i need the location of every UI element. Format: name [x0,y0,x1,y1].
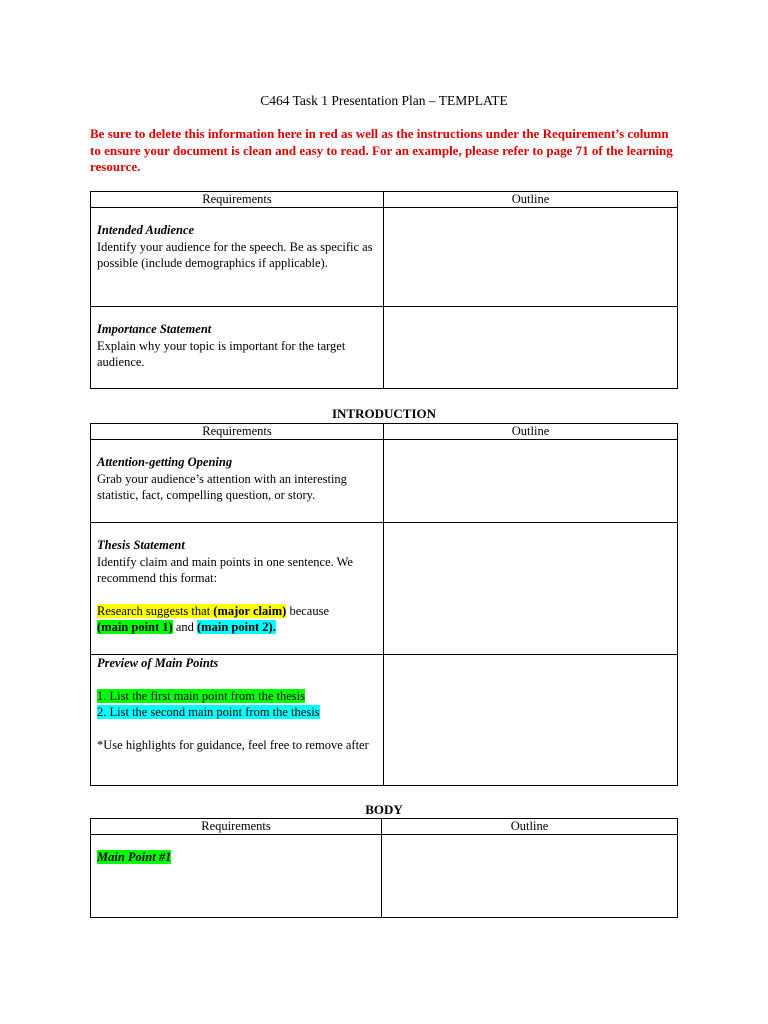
thesis-statement-title: Thesis Statement [97,538,185,552]
table-row [91,440,678,523]
requirements-header: Requirements [91,819,382,835]
body-heading: BODY [365,802,403,817]
requirement-cell [91,523,384,655]
format-because: because [286,603,329,618]
preview-item-1: 1. List the first main point from the thesis [97,688,305,703]
document-title: C464 Task 1 Presentation Plan – TEMPLATE [260,93,508,108]
outline-header: Outline [384,424,678,440]
intended-audience-text: Identify your audience for the speech. Be as specific as possible (include demographics if applicable). [97,239,373,270]
table-header-row [91,424,678,440]
format-main-point-1: (main point 1) [97,620,173,634]
table-row [91,835,678,918]
outline-cell[interactable] [384,440,678,523]
main-point-1-title: Main Point #1 [97,850,172,864]
requirement-cell [91,208,384,307]
outline-cell[interactable] [384,307,678,389]
requirements-header: Requirements [91,424,384,440]
table-header-row [91,819,678,835]
table-row [91,523,678,655]
outline-cell[interactable] [384,655,678,786]
outline-cell[interactable] [384,523,678,655]
audience-table [90,191,678,389]
importance-statement-text: Explain why your topic is important for the target audience. [97,338,346,369]
attention-opening-text: Grab your audience’s attention with an interesting statistic, fact, compelling question, or story. [97,471,347,502]
outline-cell[interactable] [384,208,678,307]
body-table [90,818,678,918]
red-instructions: Be sure to delete this information here in red as well as the instructions under the Requirement’s column to ensure your document is clean and easy to read. For an example, please refer to page 71 of the learning resource. [90,126,673,174]
requirement-cell [91,655,384,786]
requirement-cell [91,307,384,389]
outline-header: Outline [382,819,678,835]
outline-cell[interactable] [382,835,678,918]
table-row [91,208,678,307]
requirements-header: Requirements [91,192,384,208]
requirement-cell [91,835,382,918]
thesis-format [97,603,377,636]
intended-audience-title: Intended Audience [97,223,195,237]
preview-note: *Use highlights for guidance, feel free to remove after [97,737,369,752]
preview-main-points-title: Preview of Main Points [97,656,219,670]
table-row [91,307,678,389]
importance-statement-title: Importance Statement [97,322,212,336]
format-and: and [172,620,198,634]
format-major-claim: (major claim) [213,603,287,618]
format-research-suggests: Research suggests that [97,603,214,618]
format-main-point-2: (main point 2). [197,620,276,634]
preview-item-2: 2. List the second main point from the thesis [97,705,320,719]
requirement-cell [91,440,384,523]
outline-header: Outline [384,192,678,208]
table-row [91,655,678,786]
introduction-table [90,423,678,786]
thesis-statement-text: Identify claim and main points in one sentence. We recommend this format: [97,554,353,585]
table-header-row [91,192,678,208]
introduction-heading: INTRODUCTION [331,406,436,421]
attention-opening-title: Attention-getting Opening [97,455,233,469]
